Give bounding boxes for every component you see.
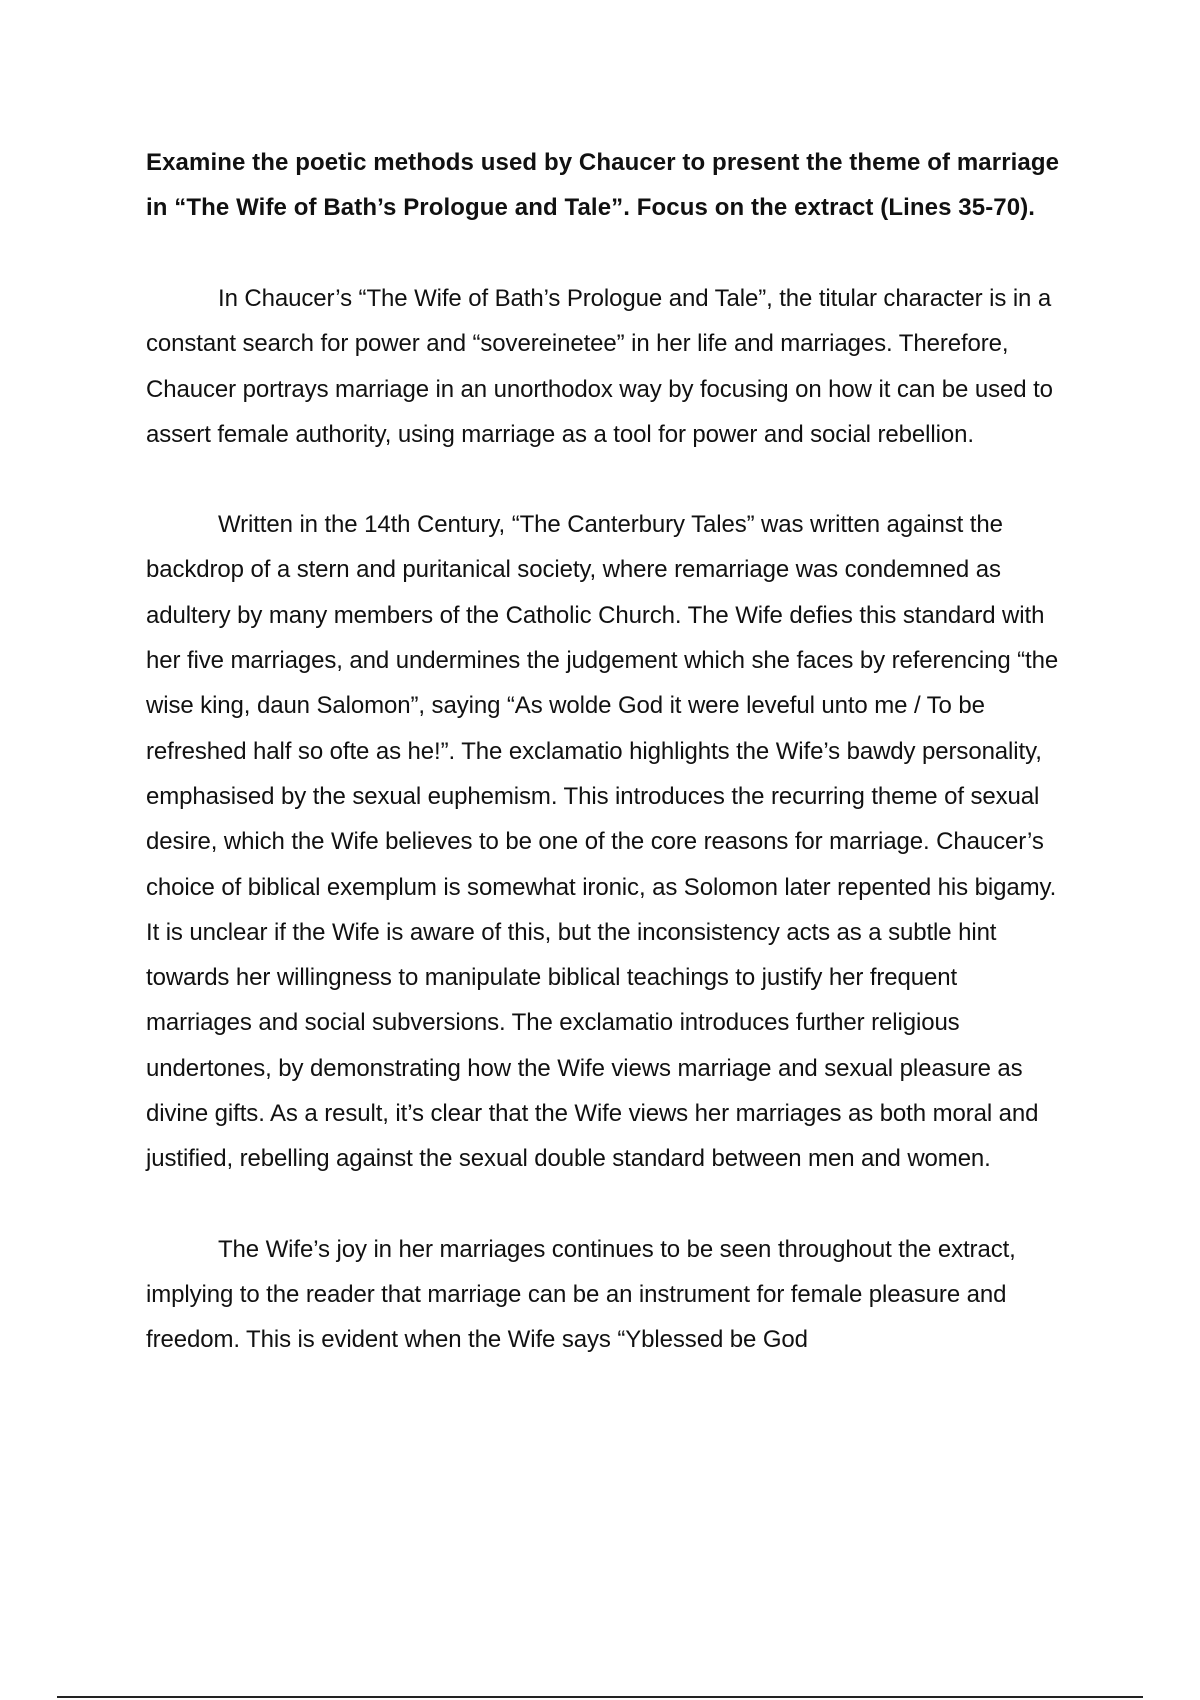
paragraph-context: Written in the 14th Century, “The Canterbury Tales” was written against the backdrop of a stern and puritanical society, where remarriage was condemned as adultery by many members of the Catholic Church. The Wife defies this standard with her five marriages, and undermines the judgement which she faces by referencing “the wise king, daun Salomon”, saying “As wolde God it were leveful unto me / To be refreshed half so ofte as he!”. The exclamatio highlights the Wife’s bawdy personality, emphasised by the sexual euphemism. This introduces the recurring theme of sexual desire, which the Wife believes to be one of the core reasons for marriage. Chaucer’s choice of biblical exemplum is somewhat ironic, as Solomon later repented his bigamy. It is unclear if the Wife is aware of this, but the inconsistency acts as a subtle hint towards her willingness to manipulate biblical teachings to justify her frequent marriages and social subversions. The exclamatio introduces further religious undertones, by demonstrating how the Wife views marriage and sexual pleasure as divine gifts. As a result, it’s clear that the Wife views her marriages as both moral and justified, rebelling against the sexual double standard between men and women. [146,511,1059,1173]
paragraph-joy-in-marriage: The Wife’s joy in her marriages continues to be seen throughout the extract, implying to the reader that marriage can be an instrument for female pleasure and freedom. This is evident when the Wife says “Yblessed be God [146,1235,1016,1354]
paragraph-introduction: In Chaucer’s “The Wife of Bath’s Prologue and Tale”, the titular character is in a constant search for power and “sovereinetee” in her life and marriages. Therefore, Chaucer portrays marriage in an unorthodox way by focusing on how it can be used to assert female authority, using marriage as a tool for power and social rebellion. [146,285,1053,448]
document-body [146,140,1062,1363]
spacer [146,1182,1062,1227]
page-bottom-divider [57,1696,1143,1698]
spacer [146,230,1062,276]
essay-question-title: Examine the poetic methods used by Chaucer to present the theme of marriage in “The Wife of Bath’s Prologue and Tale”. Focus on the extract (Lines 35-70). [146,149,1060,221]
spacer [146,457,1062,502]
